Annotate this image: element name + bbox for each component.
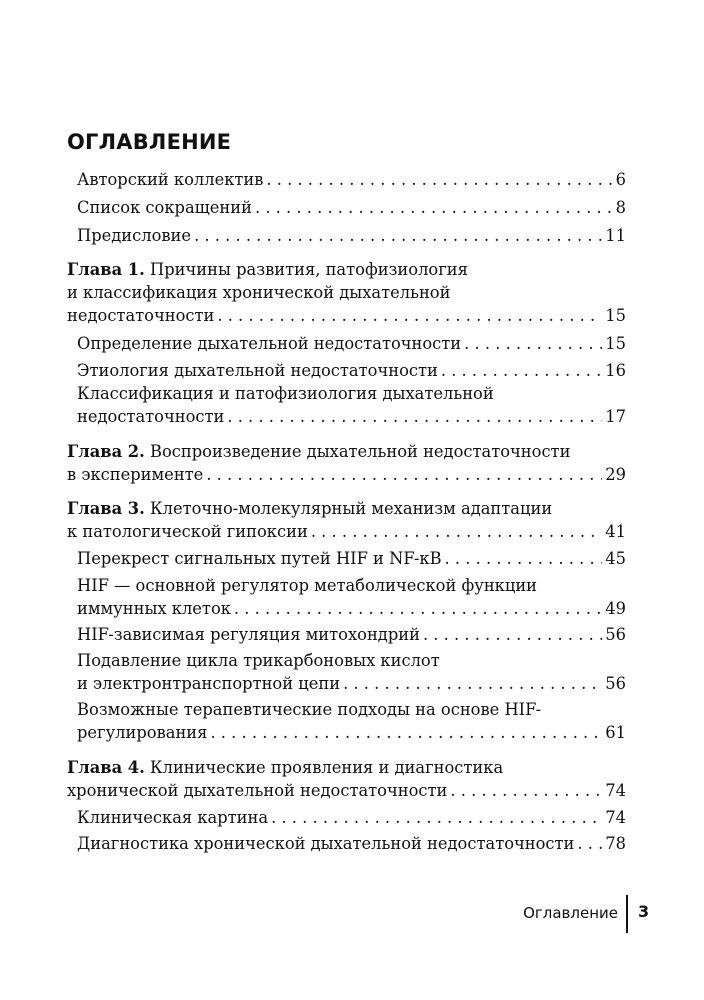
dot-leader bbox=[271, 806, 602, 829]
toc-entry-page: 61 bbox=[605, 723, 626, 742]
toc-entry-section[interactable] bbox=[77, 405, 626, 428]
toc-entry-page: 74 bbox=[605, 808, 626, 827]
toc-entry-section[interactable] bbox=[77, 721, 626, 744]
toc-entry-title: Подавление цикла трикарбоновых кислот bbox=[77, 651, 440, 670]
chapter-3-title[interactable] bbox=[67, 497, 552, 520]
chapter-title-line: Причины развития, патофизиология bbox=[150, 260, 468, 279]
dot-leader bbox=[217, 304, 602, 327]
dot-leader bbox=[423, 623, 602, 646]
dot-leader bbox=[266, 168, 612, 191]
toc-entry-title: Этиология дыхательной недостаточности bbox=[77, 361, 438, 380]
toc-entry-title: Предисловие bbox=[77, 226, 192, 245]
toc-entry-authors[interactable] bbox=[77, 168, 626, 191]
toc-entry-section[interactable] bbox=[77, 359, 626, 382]
toc-entry-section[interactable] bbox=[77, 806, 626, 829]
toc-entry-page: 8 bbox=[615, 198, 626, 217]
toc-entry-title: Диагностика хронической дыхательной недостаточности bbox=[77, 834, 575, 853]
chapter-4-title[interactable] bbox=[67, 756, 503, 779]
toc-entry-section-line[interactable] bbox=[77, 574, 537, 597]
chapter-title-line: и классификация хронической дыхательной bbox=[67, 283, 451, 302]
chapter-title-line: хронической дыхательной недостаточности bbox=[67, 781, 448, 800]
toc-entry-title: регулирования bbox=[77, 723, 208, 742]
dot-leader bbox=[343, 672, 602, 695]
chapter-4-entry[interactable] bbox=[67, 779, 626, 802]
toc-entry-page: 29 bbox=[605, 465, 626, 484]
toc-entry-abbreviations[interactable] bbox=[77, 196, 626, 219]
chapter-3-entry[interactable] bbox=[67, 520, 626, 543]
toc-entry-section[interactable] bbox=[77, 547, 626, 570]
toc-entry-section-line[interactable] bbox=[77, 649, 440, 672]
toc-entry-section[interactable] bbox=[77, 672, 626, 695]
chapter-label: Глава 2. bbox=[67, 442, 145, 461]
dot-leader bbox=[450, 779, 602, 802]
running-footer-label: Оглавление bbox=[523, 904, 618, 922]
chapter-label: Глава 4. bbox=[67, 758, 145, 777]
toc-entry-page: 15 bbox=[605, 334, 626, 353]
toc-entry-page: 15 bbox=[605, 306, 626, 325]
toc-entry-title: Авторский коллектив bbox=[77, 170, 264, 189]
toc-entry-section-line[interactable] bbox=[77, 382, 494, 405]
toc-entry-title: недостаточности bbox=[77, 407, 225, 426]
toc-entry-title: HIF-зависимая регуляция митохондрий bbox=[77, 625, 420, 644]
toc-entry-title: Возможные терапевтические подходы на основе HIF- bbox=[77, 700, 542, 719]
chapter-label: Глава 3. bbox=[67, 499, 145, 518]
toc-entry-section[interactable] bbox=[77, 623, 626, 646]
chapter-label: Глава 1. bbox=[67, 260, 145, 279]
toc-entry-page: 74 bbox=[605, 781, 626, 800]
dot-leader bbox=[311, 520, 602, 543]
footer-divider bbox=[626, 895, 628, 933]
toc-entry-section[interactable] bbox=[77, 832, 626, 855]
chapter-title-line: в эксперименте bbox=[67, 465, 204, 484]
dot-leader bbox=[206, 463, 602, 486]
chapter-title-line: недостаточности bbox=[67, 306, 215, 325]
toc-entry-title: Определение дыхательной недостаточности bbox=[77, 334, 462, 353]
dot-leader bbox=[210, 721, 602, 744]
toc-entry-title: Клиническая картина bbox=[77, 808, 269, 827]
toc-entry-preface[interactable] bbox=[77, 224, 626, 247]
toc-entry-section[interactable] bbox=[77, 597, 626, 620]
toc-entry-title: Классификация и патофизиология дыхательной bbox=[77, 384, 494, 403]
page-number: 3 bbox=[638, 902, 650, 921]
dot-leader bbox=[234, 597, 602, 620]
toc-entry-page: 49 bbox=[605, 599, 626, 618]
toc-entry-title: Перекрест сигнальных путей HIF и NF-κB bbox=[77, 549, 442, 568]
toc-entry-page: 45 bbox=[605, 549, 626, 568]
dot-leader bbox=[577, 832, 602, 855]
chapter-1-entry[interactable] bbox=[67, 304, 626, 327]
toc-entry-page: 78 bbox=[605, 834, 626, 853]
dot-leader bbox=[441, 359, 602, 382]
toc-entry-page: 11 bbox=[605, 226, 626, 245]
chapter-2-entry[interactable] bbox=[67, 463, 626, 486]
toc-entry-title: иммунных клеток bbox=[77, 599, 231, 618]
chapter-2-title[interactable] bbox=[67, 440, 570, 463]
chapter-1-title[interactable] bbox=[67, 258, 468, 281]
dot-leader bbox=[255, 196, 613, 219]
toc-heading: ОГЛАВЛЕНИЕ bbox=[67, 130, 232, 154]
chapter-title-line: Воспроизведение дыхательной недостаточности bbox=[150, 442, 571, 461]
toc-entry-section[interactable] bbox=[77, 332, 626, 355]
toc-entry-page: 6 bbox=[615, 170, 626, 189]
toc-entry-page: 16 bbox=[605, 361, 626, 380]
toc-entry-title: и электронтранспортной цепи bbox=[77, 674, 341, 693]
dot-leader bbox=[227, 405, 602, 428]
toc-entry-page: 17 bbox=[605, 407, 626, 426]
dot-leader bbox=[445, 547, 603, 570]
toc-entry-page: 41 bbox=[605, 522, 626, 541]
dot-leader bbox=[194, 224, 602, 247]
chapter-title-line: к патологической гипоксии bbox=[67, 522, 308, 541]
chapter-1-title-cont bbox=[67, 281, 450, 304]
toc-entry-section-line[interactable] bbox=[77, 698, 541, 721]
toc-entry-page: 56 bbox=[605, 674, 626, 693]
chapter-title-line: Клеточно-молекулярный механизм адаптации bbox=[150, 499, 553, 518]
toc-entry-title: HIF — основной регулятор метаболической функции bbox=[77, 576, 538, 595]
dot-leader bbox=[464, 332, 602, 355]
chapter-title-line: Клинические проявления и диагностика bbox=[150, 758, 504, 777]
toc-entry-page: 56 bbox=[605, 625, 626, 644]
toc-entry-title: Список сокращений bbox=[77, 198, 252, 217]
